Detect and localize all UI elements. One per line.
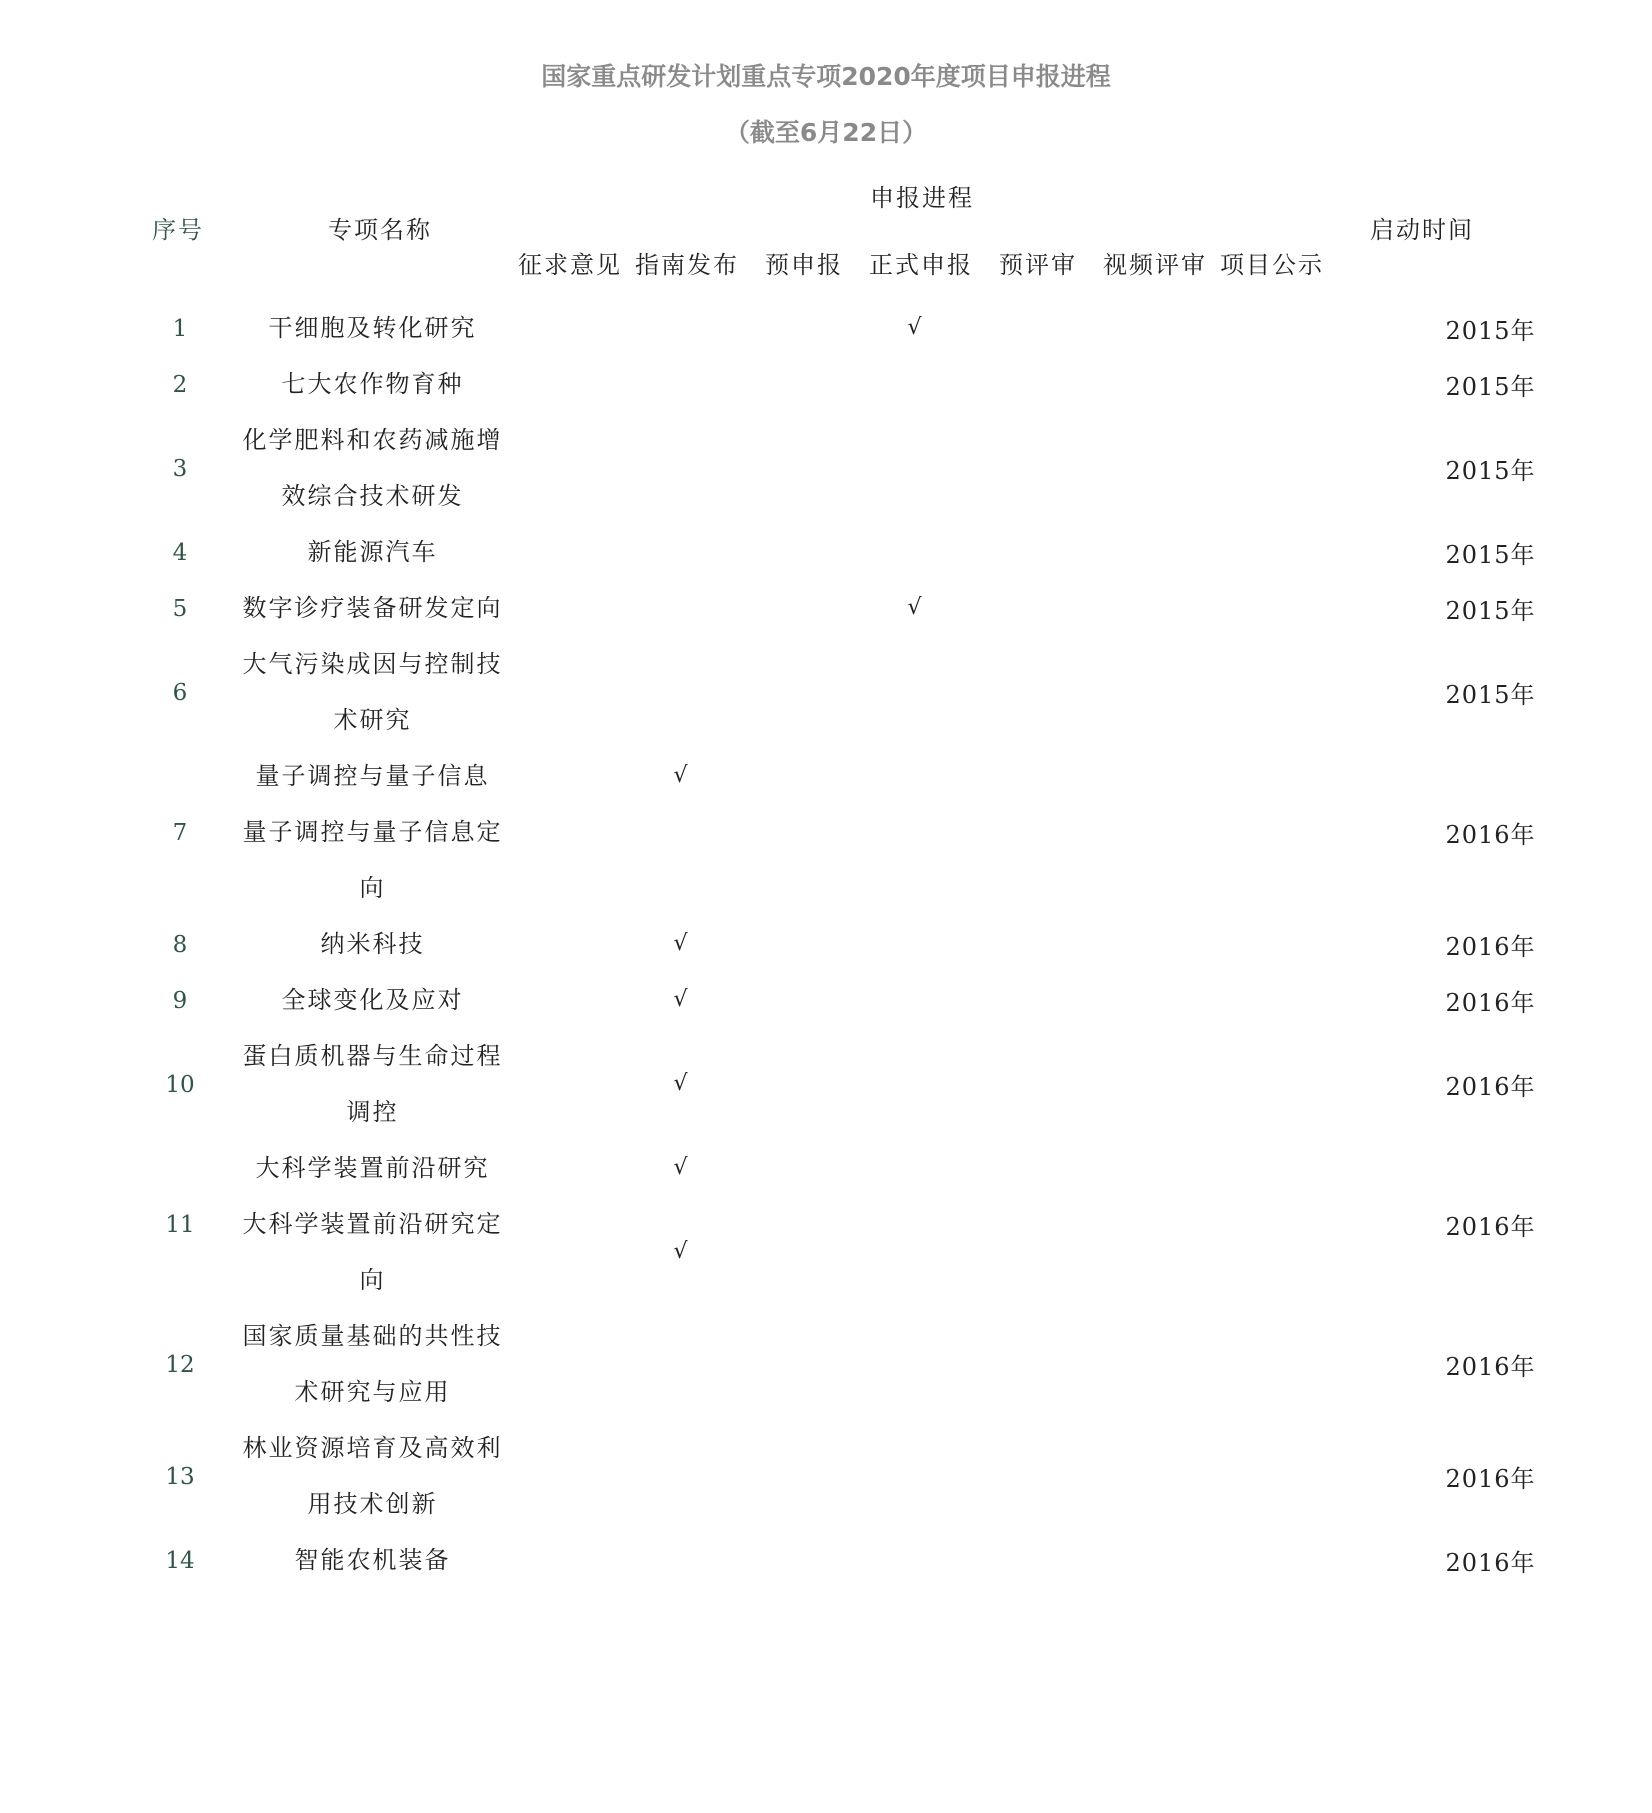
row-seq: 3	[172, 456, 188, 482]
stage-cell	[505, 636, 622, 748]
row-start: 2016年	[1445, 1464, 1536, 1493]
row-name-cell	[240, 524, 505, 580]
stage-cell	[1090, 412, 1207, 524]
stage-cell	[1207, 972, 1324, 1028]
stage-cell	[622, 580, 739, 636]
stage-cell	[1090, 1140, 1207, 1196]
row-start-cell	[1324, 524, 1652, 580]
stage-cell	[856, 972, 973, 1028]
stage-cell	[622, 804, 739, 916]
header-stage-6: 视频评审	[1103, 251, 1207, 279]
stage-cell	[1207, 916, 1324, 972]
table-row	[120, 1308, 1652, 1420]
row-name-cell	[240, 580, 505, 636]
stage-cell	[739, 1196, 856, 1308]
stage-cell	[739, 1140, 856, 1196]
row-name-line: 效综合技术研发	[281, 482, 464, 510]
stage-cell	[1090, 580, 1207, 636]
stage-cell	[1090, 972, 1207, 1028]
row-seq: 4	[172, 540, 188, 566]
row-start-cell	[1324, 636, 1652, 748]
check-mark-icon: √	[673, 987, 688, 1012]
row-start-cell	[1324, 972, 1652, 1028]
row-start-cell	[1324, 748, 1652, 916]
row-start: 2016年	[1445, 932, 1536, 961]
check-mark-icon: √	[673, 931, 688, 956]
stage-cell	[622, 972, 739, 1028]
row-name-line: 向	[359, 874, 386, 902]
stage-cell	[739, 1420, 856, 1532]
stage-cell	[505, 356, 622, 412]
stage-cell	[505, 1532, 622, 1588]
stage-cell	[1090, 1028, 1207, 1140]
stage-cell	[1207, 636, 1324, 748]
row-start-cell	[1324, 580, 1652, 636]
row-start: 2016年	[1445, 1212, 1536, 1241]
stage-cell	[856, 1140, 973, 1196]
row-seq-cell	[120, 1420, 240, 1532]
row-name-line: 林业资源培育及高效利	[242, 1434, 503, 1462]
stage-cell	[1090, 748, 1207, 804]
stage-cell	[739, 1532, 856, 1588]
row-seq-cell	[120, 412, 240, 524]
stage-cell	[1090, 1532, 1207, 1588]
row-start-cell	[1324, 1028, 1652, 1140]
row-name-cell	[240, 1140, 505, 1196]
stage-cell	[973, 1308, 1090, 1420]
row-seq: 5	[172, 596, 188, 622]
row-name-cell	[240, 972, 505, 1028]
stage-cell	[1207, 412, 1324, 524]
stage-cell	[856, 412, 973, 524]
stage-cell	[622, 1420, 739, 1532]
stage-cell	[856, 524, 973, 580]
row-seq: 8	[172, 932, 188, 958]
stage-cell	[622, 300, 739, 356]
stage-cell	[739, 748, 856, 804]
stage-cell	[505, 972, 622, 1028]
stage-cell	[505, 300, 622, 356]
row-name-line: 七大农作物育种	[281, 370, 464, 398]
document-subtitle: （截至6月22日）	[724, 118, 928, 147]
stage-cell	[1090, 356, 1207, 412]
stage-cell	[1090, 1196, 1207, 1308]
stage-cell	[739, 524, 856, 580]
stage-cell	[739, 804, 856, 916]
header-start: 启动时间	[1370, 216, 1474, 244]
stage-cell	[622, 1308, 739, 1420]
row-seq-cell	[120, 636, 240, 748]
stage-cell	[856, 356, 973, 412]
stage-cell	[856, 636, 973, 748]
stage-cell	[1207, 1140, 1324, 1196]
row-name-cell	[240, 300, 505, 356]
check-mark-icon: √	[907, 315, 922, 340]
stage-cell	[973, 916, 1090, 972]
row-start: 2016年	[1445, 1352, 1536, 1381]
stage-cell	[505, 1140, 622, 1196]
row-seq: 12	[165, 1352, 195, 1378]
stage-cell	[622, 524, 739, 580]
row-seq-cell	[120, 1028, 240, 1140]
row-name-line: 纳米科技	[320, 930, 425, 958]
stage-cell	[1207, 1028, 1324, 1140]
check-mark-icon: √	[673, 763, 688, 788]
row-start: 2015年	[1445, 456, 1536, 485]
check-mark-icon: √	[673, 1239, 688, 1264]
stage-cell	[505, 1420, 622, 1532]
stage-cell	[856, 1196, 973, 1308]
stage-cell	[739, 300, 856, 356]
row-name-line: 大科学装置前沿研究定	[242, 1210, 503, 1238]
stage-cell	[505, 804, 622, 916]
row-name-line: 蛋白质机器与生命过程	[242, 1042, 503, 1070]
header-stage-4: 正式申报	[869, 251, 973, 279]
stage-cell	[1207, 1532, 1324, 1588]
row-seq: 7	[172, 820, 188, 846]
table-row	[120, 1140, 1652, 1196]
row-name-line: 量子调控与量子信息定	[242, 818, 503, 846]
row-start-cell	[1324, 412, 1652, 524]
row-seq: 11	[165, 1212, 195, 1238]
row-seq: 14	[165, 1548, 195, 1574]
table-row	[120, 972, 1652, 1028]
row-start: 2016年	[1445, 1548, 1536, 1577]
table-row	[120, 1028, 1652, 1140]
stage-cell	[1207, 1420, 1324, 1532]
header-seq: 序号	[152, 216, 204, 244]
row-seq: 2	[172, 372, 188, 398]
row-start-cell	[1324, 1420, 1652, 1532]
table-row	[120, 916, 1652, 972]
header-stage-2: 指南发布	[635, 251, 739, 279]
stage-cell	[973, 1532, 1090, 1588]
stage-cell	[505, 412, 622, 524]
row-name-line: 全球变化及应对	[281, 986, 464, 1014]
stage-cell	[622, 1532, 739, 1588]
stage-cell	[622, 1140, 739, 1196]
stage-cell	[505, 1308, 622, 1420]
row-start-cell	[1324, 1308, 1652, 1420]
stage-cell	[973, 356, 1090, 412]
stage-cell	[973, 580, 1090, 636]
stage-cell	[739, 972, 856, 1028]
row-start-cell	[1324, 300, 1652, 356]
row-name-line: 新能源汽车	[307, 538, 438, 566]
stage-cell	[856, 804, 973, 916]
row-start: 2016年	[1445, 820, 1536, 849]
stage-cell	[1090, 524, 1207, 580]
stage-cell	[505, 748, 622, 804]
table-row	[120, 1420, 1652, 1532]
row-seq: 1	[172, 316, 188, 342]
stage-cell	[622, 636, 739, 748]
header-stage-3: 预申报	[765, 251, 843, 279]
stage-cell	[973, 972, 1090, 1028]
row-name-line: 量子调控与量子信息	[255, 762, 490, 790]
row-seq-cell	[120, 1140, 240, 1308]
stage-cell	[973, 1140, 1090, 1196]
row-seq: 6	[172, 680, 188, 706]
row-seq-cell	[120, 916, 240, 972]
row-name-line: 术研究	[333, 706, 412, 734]
stage-cell	[622, 1196, 739, 1308]
row-start: 2015年	[1445, 540, 1536, 569]
row-name-cell	[240, 356, 505, 412]
row-name-cell	[240, 412, 505, 524]
stage-cell	[973, 804, 1090, 916]
row-name-line: 国家质量基础的共性技	[242, 1322, 503, 1350]
stage-cell	[856, 748, 973, 804]
row-seq-cell	[120, 972, 240, 1028]
row-name-line: 大科学装置前沿研究	[255, 1154, 490, 1182]
stage-cell	[856, 1308, 973, 1420]
row-start: 2015年	[1445, 316, 1536, 345]
table-row	[120, 1532, 1652, 1588]
stage-cell	[856, 580, 973, 636]
stage-cell	[739, 1028, 856, 1140]
stage-cell	[856, 300, 973, 356]
row-start: 2015年	[1445, 596, 1536, 625]
row-start: 2015年	[1445, 680, 1536, 709]
stage-cell	[973, 1196, 1090, 1308]
row-name-line: 智能农机装备	[294, 1546, 451, 1574]
row-name-cell	[240, 1028, 505, 1140]
stage-cell	[505, 1196, 622, 1308]
row-name-line: 大气污染成因与控制技	[242, 650, 503, 678]
stage-cell	[856, 916, 973, 972]
row-seq-cell	[120, 1308, 240, 1420]
row-seq-cell	[120, 580, 240, 636]
stage-cell	[739, 1308, 856, 1420]
stage-cell	[1090, 636, 1207, 748]
stage-cell	[1090, 804, 1207, 916]
row-name-cell	[240, 636, 505, 748]
stage-cell	[739, 580, 856, 636]
stage-cell	[505, 524, 622, 580]
stage-cell	[505, 916, 622, 972]
stage-cell	[622, 412, 739, 524]
stage-cell	[1207, 300, 1324, 356]
stage-cell	[973, 1420, 1090, 1532]
row-start: 2015年	[1445, 372, 1536, 401]
row-name-cell	[240, 1196, 505, 1308]
stage-cell	[973, 748, 1090, 804]
row-name-line: 化学肥料和农药减施增	[242, 426, 503, 454]
header-stage-5: 预评审	[999, 251, 1077, 279]
row-seq-cell	[120, 1532, 240, 1588]
row-seq-cell	[120, 356, 240, 412]
table-row	[120, 636, 1652, 748]
table-row	[120, 412, 1652, 524]
stage-cell	[739, 412, 856, 524]
stage-cell	[856, 1532, 973, 1588]
stage-cell	[1207, 356, 1324, 412]
row-start: 2016年	[1445, 1072, 1536, 1101]
row-name-line: 调控	[346, 1098, 399, 1126]
header-progress-group: 申报进程	[870, 184, 974, 212]
stage-cell	[1090, 1308, 1207, 1420]
stage-cell	[1090, 300, 1207, 356]
stage-cell	[622, 1028, 739, 1140]
stage-cell	[739, 916, 856, 972]
stage-cell	[973, 1028, 1090, 1140]
row-name-cell	[240, 916, 505, 972]
table-row	[120, 300, 1652, 356]
stage-cell	[856, 1420, 973, 1532]
header-name: 专项名称	[328, 216, 432, 244]
stage-cell	[856, 1028, 973, 1140]
stage-cell	[1207, 580, 1324, 636]
stage-cell	[505, 1028, 622, 1140]
row-seq-cell	[120, 748, 240, 916]
row-seq-cell	[120, 524, 240, 580]
row-start-cell	[1324, 916, 1652, 972]
row-start-cell	[1324, 1532, 1652, 1588]
row-seq: 9	[172, 988, 188, 1014]
row-start-cell	[1324, 356, 1652, 412]
row-start-cell	[1324, 1140, 1652, 1308]
stage-cell	[622, 916, 739, 972]
stage-cell	[973, 300, 1090, 356]
row-name-cell	[240, 1532, 505, 1588]
stage-cell	[1207, 804, 1324, 916]
header-stage-1: 征求意见	[518, 251, 622, 279]
row-seq: 10	[165, 1072, 195, 1098]
stage-cell	[622, 748, 739, 804]
stage-cell	[1090, 916, 1207, 972]
check-mark-icon: √	[907, 595, 922, 620]
stage-cell	[739, 636, 856, 748]
check-mark-icon: √	[673, 1071, 688, 1096]
table-row	[120, 748, 1652, 804]
document-title: 国家重点研发计划重点专项2020年度项目申报进程	[541, 62, 1111, 91]
table-row	[120, 524, 1652, 580]
stage-cell	[1207, 1196, 1324, 1308]
stage-cell	[973, 412, 1090, 524]
row-name-cell	[240, 1420, 505, 1532]
stage-cell	[505, 580, 622, 636]
stage-cell	[622, 356, 739, 412]
stage-cell	[973, 524, 1090, 580]
table-row	[120, 356, 1652, 412]
row-seq: 13	[165, 1464, 195, 1490]
stage-cell	[973, 636, 1090, 748]
row-start: 2016年	[1445, 988, 1536, 1017]
row-name-line: 向	[359, 1266, 386, 1294]
check-mark-icon: √	[673, 1155, 688, 1180]
row-seq-cell	[120, 300, 240, 356]
stage-cell	[739, 356, 856, 412]
header-stage-7: 项目公示	[1220, 251, 1324, 279]
row-name-line: 术研究与应用	[294, 1378, 451, 1406]
row-name-line: 用技术创新	[307, 1490, 438, 1518]
row-name-cell	[240, 1308, 505, 1420]
stage-cell	[1090, 1420, 1207, 1532]
progress-table	[120, 300, 1652, 1588]
stage-cell	[1207, 524, 1324, 580]
stage-cell	[1207, 1308, 1324, 1420]
row-name-line: 干细胞及转化研究	[268, 314, 477, 342]
row-name-cell	[240, 804, 505, 916]
stage-cell	[1207, 748, 1324, 804]
row-name-cell	[240, 748, 505, 804]
row-name-line: 数字诊疗装备研发定向	[242, 594, 503, 622]
table-row	[120, 580, 1652, 636]
